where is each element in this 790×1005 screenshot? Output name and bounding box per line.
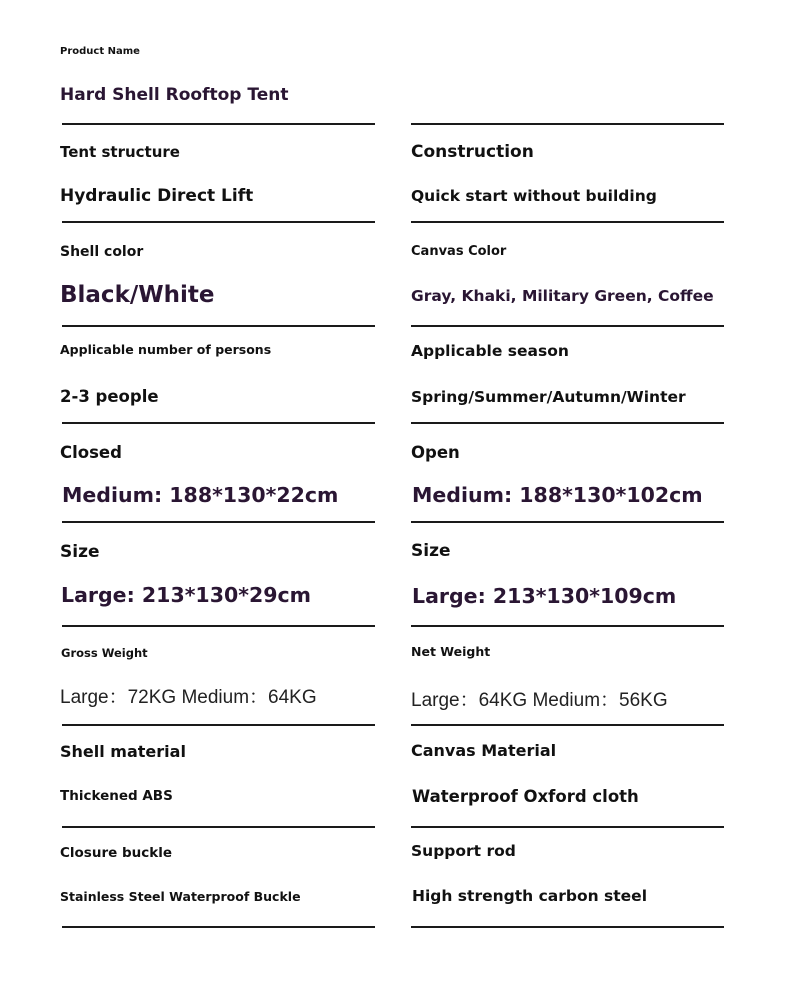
canvas-material-value: Waterproof Oxford cloth [412, 787, 639, 806]
canvas-color-label: Canvas Color [411, 244, 507, 259]
divider [411, 826, 724, 828]
closed-value: Medium: 188*130*22cm [62, 483, 339, 507]
divider [411, 521, 724, 523]
support-rod-label: Support rod [411, 842, 516, 860]
net-weight-value: Large：64KG Medium：56KG [411, 690, 668, 711]
product-name-value: Hard Shell Rooftop Tent [60, 85, 289, 105]
divider [411, 221, 724, 223]
divider [411, 123, 724, 125]
support-rod-value: High strength carbon steel [412, 887, 648, 905]
divider [62, 521, 375, 523]
divider [411, 325, 724, 327]
season-label: Applicable season [411, 342, 569, 360]
persons-value: 2-3 people [60, 387, 159, 406]
size-large-open-value: Large: 213*130*109cm [412, 584, 677, 608]
divider [62, 724, 375, 726]
size-label-right: Size [411, 541, 451, 561]
net-weight-label: Net Weight [411, 644, 491, 659]
product-name-label: Product Name [60, 46, 140, 57]
construction-label: Construction [411, 142, 534, 162]
closure-buckle-label: Closure buckle [60, 845, 173, 861]
tent-structure-value: Hydraulic Direct Lift [60, 186, 254, 206]
size-label-left: Size [60, 542, 100, 562]
season-value: Spring/Summer/Autumn/Winter [411, 388, 686, 406]
gross-weight-value: Large：72KG Medium：64KG [60, 687, 317, 708]
canvas-color-value: Gray, Khaki, Military Green, Coffee [411, 287, 714, 305]
canvas-material-label: Canvas Material [411, 741, 557, 760]
open-label: Open [411, 443, 460, 462]
divider [62, 221, 375, 223]
divider [411, 625, 724, 627]
size-large-closed-value: Large: 213*130*29cm [61, 583, 311, 607]
shell-material-value: Thickened ABS [60, 788, 173, 804]
closed-label: Closed [60, 443, 122, 462]
divider [411, 422, 724, 424]
shell-material-label: Shell material [60, 742, 186, 761]
open-value: Medium: 188*130*102cm [412, 483, 703, 507]
divider [62, 625, 375, 627]
persons-label: Applicable number of persons [60, 342, 272, 357]
divider [62, 926, 375, 928]
divider [411, 926, 724, 928]
divider [62, 422, 375, 424]
divider [62, 826, 375, 828]
closure-buckle-value: Stainless Steel Waterproof Buckle [60, 889, 301, 904]
construction-value: Quick start without building [411, 187, 657, 205]
divider [411, 724, 724, 726]
gross-weight-label: Gross Weight [61, 646, 148, 660]
shell-color-value: Black/White [60, 282, 215, 308]
divider [62, 325, 375, 327]
tent-structure-label: Tent structure [60, 143, 180, 161]
shell-color-label: Shell color [60, 244, 144, 260]
divider [62, 123, 375, 125]
